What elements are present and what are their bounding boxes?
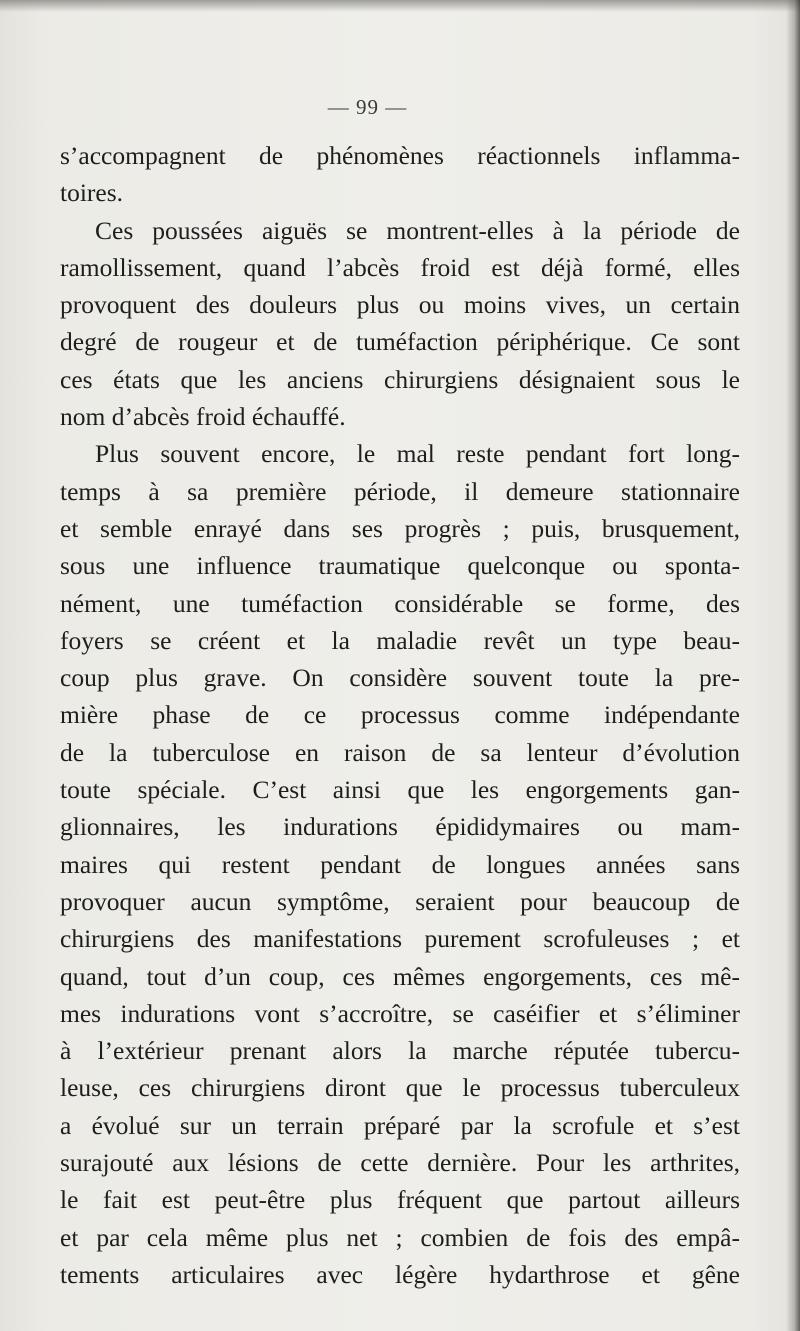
text-line: toute spéciale. C’est ainsi que les engorgements gan-	[60, 775, 740, 805]
text-line: mes indurations vont s’accroître, se caséifier et s’éliminer	[60, 998, 740, 1028]
page-top-shadow	[0, 0, 800, 12]
text-line: tements articulaires avec légère hydarthrose et gêne	[60, 1259, 740, 1289]
text-line: et par cela même plus net ; combien de fois des empâ-	[60, 1222, 740, 1252]
text-line: et semble enrayé dans ses progrès ; puis, brusquement,	[60, 513, 740, 543]
text-line: provoquent des douleurs plus ou moins vives, un certain	[60, 290, 740, 320]
text-line: le fait est peut-être plus fréquent que partout ailleurs	[60, 1185, 740, 1215]
text-line: surajouté aux lésions de cette dernière. Pour les arthrites,	[60, 1148, 740, 1178]
text-line: toires.	[60, 178, 124, 208]
text-line: foyers se créent et la maladie revêt un type beau-	[60, 625, 740, 655]
text-line: nément, une tuméfaction considérable se forme, des	[60, 588, 740, 618]
text-line: mière phase de ce processus comme indépendante	[60, 700, 740, 730]
text-line: sous une influence traumatique quelconque ou sponta-	[60, 551, 740, 581]
text-line: Ces poussées aiguës se montrent-elles à la période de	[95, 215, 740, 245]
text-line: a évolué sur un terrain préparé par la scrofule et s’est	[60, 1110, 740, 1140]
text-line: provoquer aucun symptôme, seraient pour beaucoup de	[60, 886, 740, 916]
text-line: leuse, ces chirurgiens diront que le processus tuberculeux	[60, 1073, 740, 1103]
text-line: ces états que les anciens chirurgiens désignaient sous le	[60, 364, 740, 394]
text-line: Plus souvent encore, le mal reste pendant fort long-	[95, 439, 740, 469]
text-line: nom d’abcès froid échauffé.	[60, 402, 346, 432]
text-line: à l’extérieur prenant alors la marche réputée tubercu-	[60, 1036, 740, 1066]
text-line: de la tuberculose en raison de sa lenteur d’évolution	[60, 737, 740, 767]
text-line: quand, tout d’un coup, ces mêmes engorgements, ces mê-	[60, 961, 740, 991]
text-line: chirurgiens des manifestations purement scrofuleuses ; et	[60, 924, 740, 954]
text-line: maires qui restent pendant de longues années sans	[60, 849, 740, 879]
text-line: glionnaires, les indurations épididymaires ou mam-	[60, 812, 740, 842]
text-line: temps à sa première période, il demeure stationnaire	[60, 476, 740, 506]
text-line: s’accompagnent de phénomènes réactionnels inflamma-	[60, 141, 740, 170]
page-right-edge-shadow	[786, 0, 800, 1331]
body-text	[60, 137, 740, 1293]
text-line: coup plus grave. On considère souvent toute la pre-	[60, 663, 740, 693]
page-number: — 99 —	[327, 95, 408, 119]
text-line: ramollissement, quand l’abcès froid est déjà formé, elles	[60, 252, 740, 282]
text-line: degré de rougeur et de tuméfaction périphérique. Ce sont	[60, 327, 740, 357]
